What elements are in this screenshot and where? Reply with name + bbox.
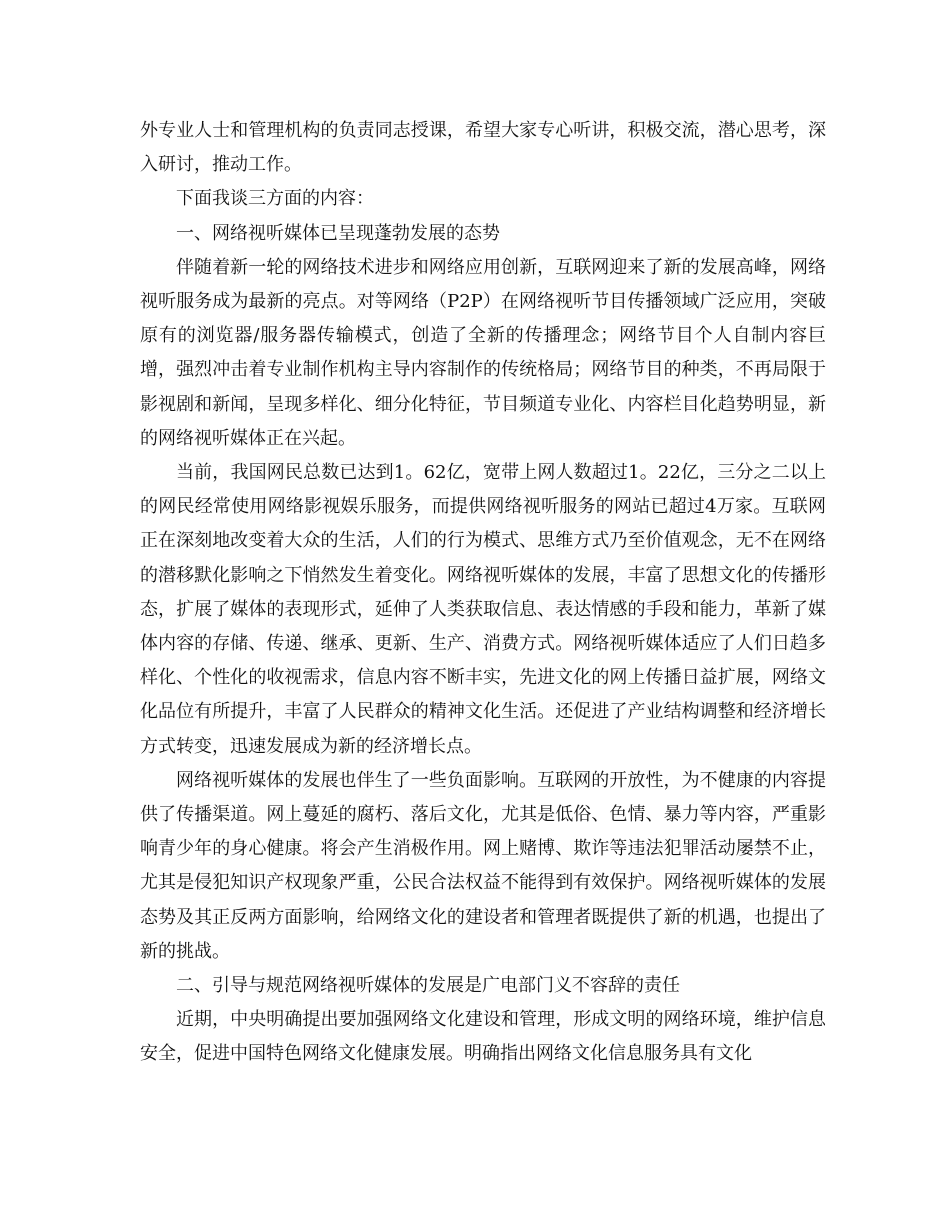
paragraph-intro: 下面我谈三方面的内容：	[176, 188, 374, 210]
section-heading-1: 一、网络视听媒体已呈现蓬勃发展的态势	[176, 222, 500, 244]
paragraph-current-status: 当前，我国网民总数已达到1。62亿，宽带上网人数超过1。22亿，三分之二以上的网民经常使用网络影视娱乐服务，而提供网络视听服务的网站已超过4万家。互联网正在深刻地改变着大众的生活，人们的行为模式、思维方式乃至价值观念，无不在网络的潜移默化影响之下悄然发生着变化。网络视听媒体的发展，丰富了思想文化的传播形态，扩展了媒体的表现形式，延伸了人类获取信息、表达情感的手段和能力，革新了媒体内容的存储、传递、继承、更新、生产、消费方式。网络视听媒体适应了人们日趋多样化、个性化的收视需求，信息内容不断丰实，先进文化的网上传播日益扩展，网络文化品位有所提升，丰富了人民群众的精神文化生活。还促进了产业结构调整和经济增长方式转变，迅速发展成为新的经济增长点。	[140, 462, 826, 757]
paragraph-continuation: 外专业人士和管理机构的负责同志授课，希望大家专心听讲，积极交流，潜心思考，深入研讨，推动工作。	[140, 120, 826, 176]
paragraph-central-policy: 近期，中央明确提出要加强网络文化建设和管理，形成文明的网络环境，维护信息安全，促进中国特色网络文化健康发展。明确指出网络文化信息服务具有文化	[140, 1009, 826, 1065]
document-body	[140, 114, 826, 1072]
paragraph-negative-effects: 网络视听媒体的发展也伴生了一些负面影响。互联网的开放性，为不健康的内容提供了传播渠道。网上蔓延的腐朽、落后文化，尤其是低俗、色情、暴力等内容，严重影响青少年的身心健康。将会产生消极作用。网上赌博、欺诈等违法犯罪活动屡禁不止，尤其是侵犯知识产权现象严重，公民合法权益不能得到有效保护。网络视听媒体的发展态势及其正反两方面影响，给网络文化的建设者和管理者既提供了新的机遇，也提出了新的挑战。	[140, 769, 826, 962]
section-heading-2: 二、引导与规范网络视听媒体的发展是广电部门义不容辞的责任	[176, 975, 680, 997]
paragraph-network-development: 伴随着新一轮的网络技术进步和网络应用创新，互联网迎来了新的发展高峰，网络视听服务成为最新的亮点。对等网络（P2P）在网络视听节目传播领域广泛应用，突破原有的浏览器/服务器传输模式，创造了全新的传播理念；网络节目个人自制内容巨增，强烈冲击着专业制作机构主导内容制作的传统格局；网络节目的种类，不再局限于影视剧和新闻，呈现多样化、细分化特征，节目频道专业化、内容栏目化趋势明显，新的网络视听媒体正在兴起。	[140, 256, 826, 449]
